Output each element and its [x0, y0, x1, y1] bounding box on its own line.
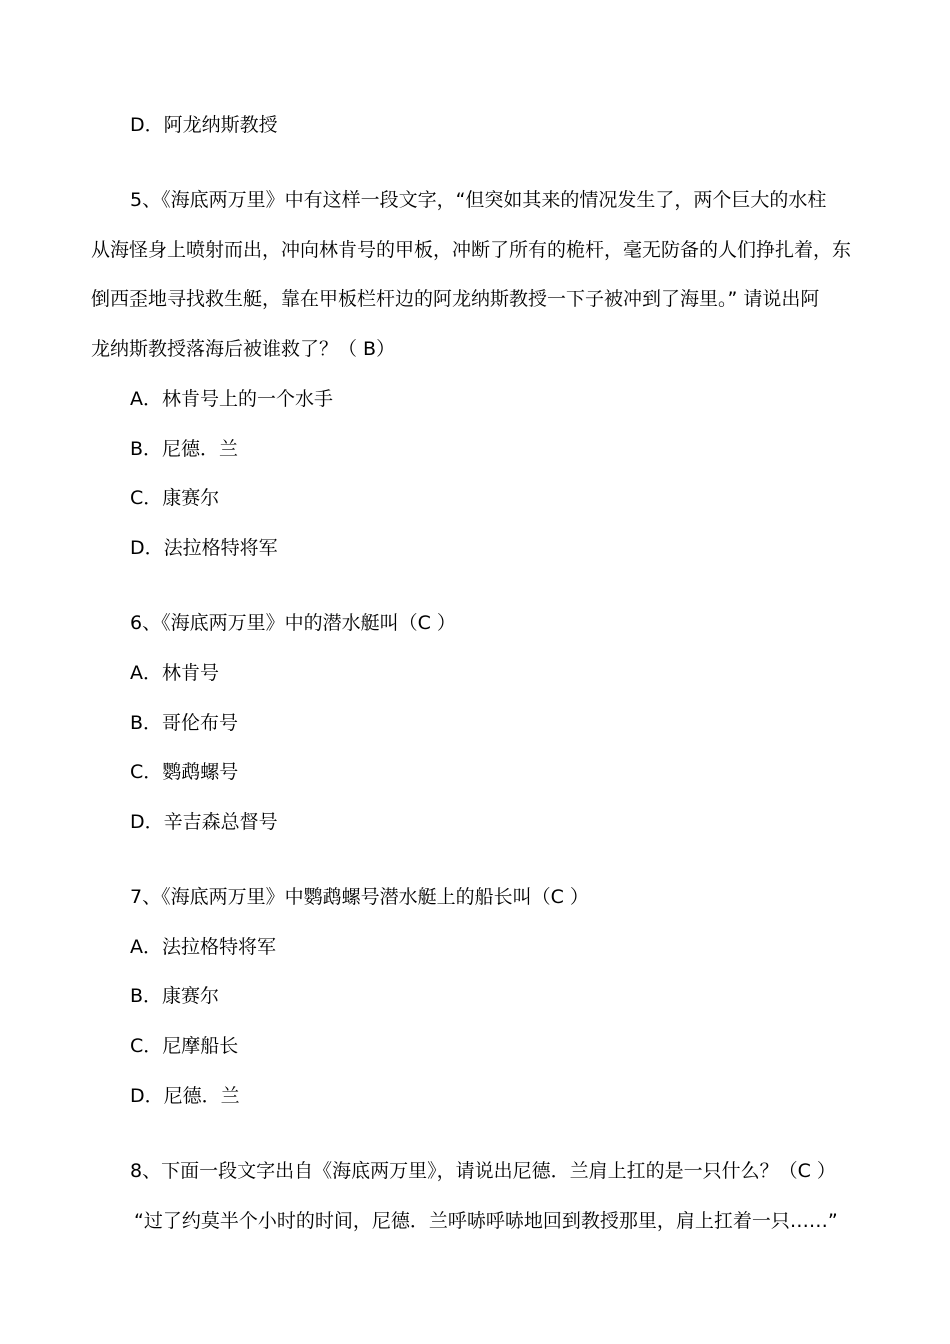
q7-stem: 7、《海底两万里》中鹦鹉螺号潜水艇上的船长叫（C ） — [130, 886, 589, 908]
q5-option-c: C．康赛尔 — [130, 487, 220, 509]
q7-option-d: D．尼德．兰 — [130, 1085, 240, 1107]
q7-option-b: B．康赛尔 — [130, 985, 220, 1007]
q5-stem-line-4: 龙纳斯教授落海后被谁救了？（ B） — [91, 338, 396, 360]
q7-option-c: C．尼摩船长 — [130, 1035, 239, 1057]
q8-stem: 8、下面一段文字出自《海底两万里》，请说出尼德．兰肩上扛的是一只什么？（C ） — [130, 1160, 836, 1182]
q6-option-a: A．林肯号 — [130, 662, 219, 684]
q6-option-c: C．鹦鹉螺号 — [130, 761, 239, 783]
q6-option-b: B．哥伦布号 — [130, 712, 239, 734]
q6-option-d: D．辛吉森总督号 — [130, 811, 278, 833]
q8-quote: “过了约莫半个小时的时间，尼德．兰呼哧呼哧地回到教授那里，肩上扛着一只……” — [134, 1210, 838, 1232]
q5-option-d: D．法拉格特将军 — [130, 537, 278, 559]
q7-option-a: A．法拉格特将军 — [130, 936, 276, 958]
q5-stem-line-2: 从海怪身上喷射而出，冲向林肯号的甲板，冲断了所有的桅杆，毫无防备的人们挣扎着，东 — [91, 239, 852, 261]
q5-option-a: A．林肯号上的一个水手 — [130, 388, 333, 410]
q6-stem: 6、《海底两万里》中的潜水艇叫（C ） — [130, 612, 456, 634]
q5-stem-line-1: 5、《海底两万里》中有这样一段文字，“但突如其来的情况发生了，两个巨大的水柱 — [130, 189, 827, 211]
q5-stem-line-3: 倒西歪地寻找救生艇，靠在甲板栏杆边的阿龙纳斯教授一下子被冲到了海里。” 请说出阿 — [91, 288, 820, 310]
q5-option-b: B．尼德．兰 — [130, 438, 239, 460]
q4-option-d: D．阿龙纳斯教授 — [130, 114, 278, 136]
